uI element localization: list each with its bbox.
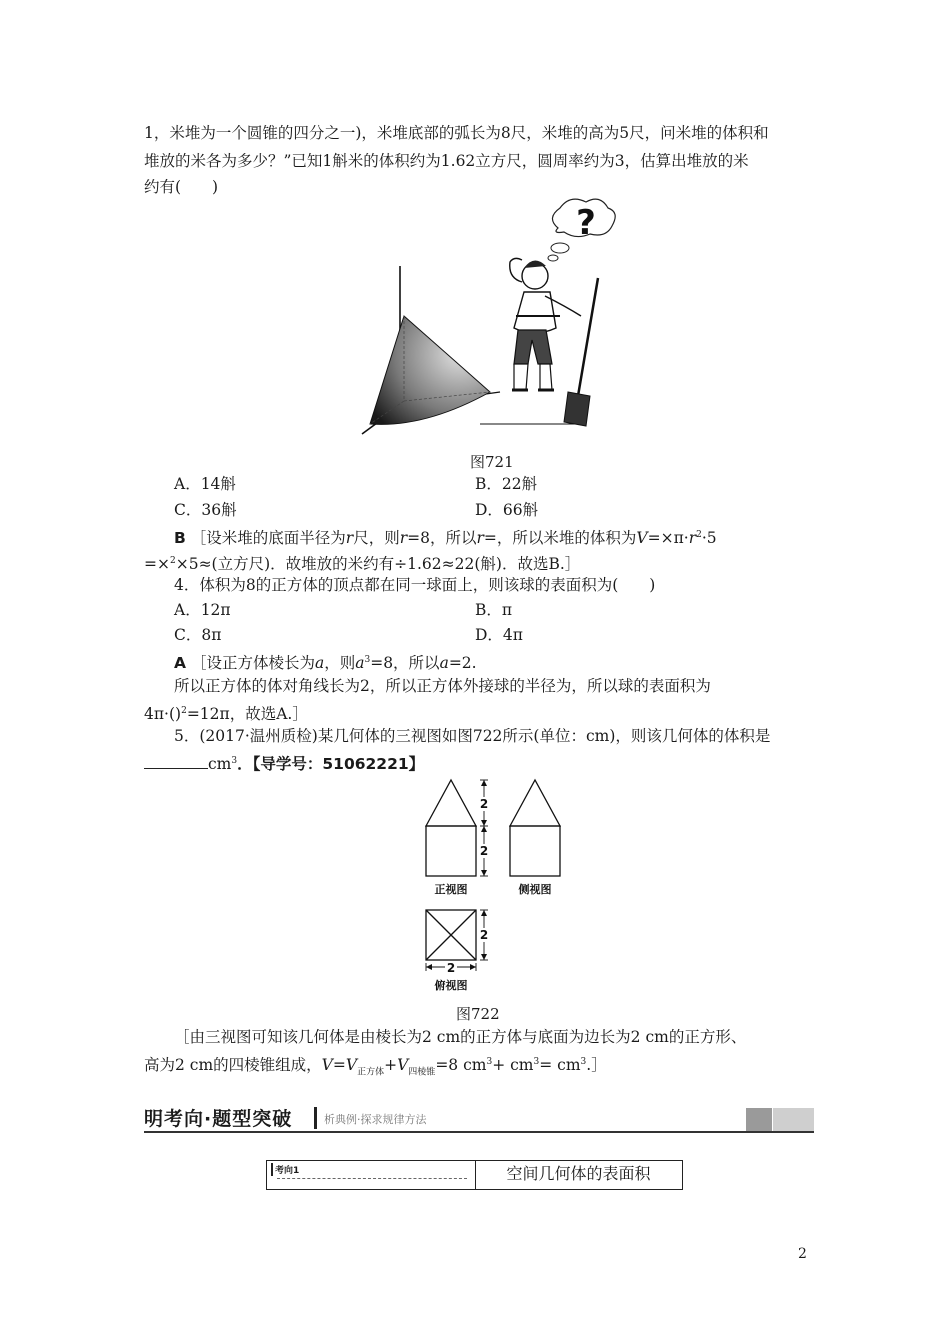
q4-answer-line-3 (144, 700, 308, 725)
q5-answer-text: = cm (539, 1056, 581, 1075)
q4-stem: 4．体积为8的正方体的顶点都在同一球面上，则该球的表面积为( ) (174, 576, 656, 594)
q5-answer-text: = (332, 1056, 346, 1075)
q4-option-d: D．4π (475, 626, 523, 644)
superscript: 3 (533, 1057, 540, 1067)
q4-answer-letter: A (174, 654, 186, 673)
q3-answer-letter: B (174, 529, 186, 548)
q3-answer-text: 尺，则 (353, 529, 400, 548)
three-views-figure (410, 776, 570, 1000)
top-view-label: 俯视图 (434, 979, 468, 992)
var-v: V (345, 1056, 358, 1075)
page-number: 2 (798, 1246, 807, 1262)
subscript: 四棱锥 (408, 1067, 436, 1078)
study-number: ．【导学号：51062221】 (237, 755, 425, 774)
q3-option-a: A．14斛 (174, 475, 236, 493)
superscript: 2 (181, 706, 187, 716)
subscript: 正方体 (357, 1067, 385, 1078)
q4-answer-line-2: 所以正方体的体对角线长为2，所以正方体外接球的半径为，所以球的表面积为 (174, 677, 711, 695)
q4-answer-text: =12π，故选A.］ (186, 705, 308, 724)
superscript: 2 (696, 530, 702, 540)
q3-answer-text: ×5≈(立方尺)．故堆放的米约有÷1.62≈22(斛)．故选B.］ (175, 555, 581, 574)
header-decoration-dark (746, 1108, 772, 1131)
dim-label: 2 (479, 844, 489, 858)
q5-stem-line-2 (144, 750, 424, 775)
superscript: 2 (169, 556, 176, 566)
q5-answer-text: + (384, 1056, 398, 1075)
q3-option-b: B．22斛 (475, 475, 538, 493)
section-divider (314, 1107, 317, 1129)
direction-title: 空间几何体的表面积 (506, 1164, 651, 1183)
text-line-1: 1，米堆为一个圆锥的四分之一)，米堆底部的弧长为8尺，米堆的高为5尺，问米堆的体积和 (144, 124, 769, 142)
q4-answer-text: ［设正方体棱长为 (190, 654, 315, 673)
var-v: V (636, 529, 648, 548)
q3-answer-line-2 (144, 550, 580, 575)
q5-stem: 5．(2017·温州质检)某几何体的三视图如图722所示(单位：cm)，则该几何体的体积是 (174, 727, 771, 745)
direction-table (266, 1160, 683, 1190)
dashed-line (277, 1178, 467, 1179)
side-view-label: 侧视图 (518, 883, 552, 896)
q3-answer-line-1 (174, 524, 717, 549)
section-header (144, 1104, 814, 1134)
q5-answer-line-2 (144, 1051, 607, 1083)
q4-answer-text: =8，所以 (370, 654, 440, 673)
q4-option-c: C．8π (174, 626, 222, 644)
q4-option-b: B．π (475, 601, 513, 619)
direction-tag-cell (267, 1161, 476, 1189)
q3-answer-text: =，所以米堆的体积为 (483, 529, 637, 548)
q5-answer-text: 高为2 cm的四棱锥组成， (144, 1056, 322, 1075)
dim-label: 2 (479, 797, 489, 811)
q4-answer-text: =2. (448, 654, 477, 673)
q3-answer-text: ［设米堆的底面半径为 (190, 529, 346, 548)
q5-answer-text: =8 cm (435, 1056, 487, 1075)
superscript: 3 (364, 655, 371, 665)
dim-label: 2 (446, 961, 456, 975)
superscript: 3 (580, 1057, 587, 1067)
var-r: r (476, 529, 484, 548)
q4-answer-text: ，则 (324, 654, 356, 673)
q3-option-d: D．66斛 (475, 501, 539, 519)
q3-answer-text: ·5 (701, 529, 717, 548)
var-r: r (399, 529, 408, 548)
direction-tag: 考向1 (271, 1163, 299, 1176)
q4-option-a: A．12π (174, 601, 231, 619)
q4-answer-line-1 (174, 649, 477, 674)
superscript: 3 (231, 756, 238, 766)
figure-721-caption: 图721 (470, 453, 514, 471)
superscript: 3 (486, 1057, 493, 1067)
question-mark: ? (576, 203, 596, 243)
q5-answer-line-1: ［由三视图可知该几何体是由棱长为2 cm的正方体与底面为边长为2 cm的正方形、 (174, 1028, 747, 1046)
q5-answer-text: + cm (492, 1056, 534, 1075)
section-underline (144, 1131, 814, 1133)
q3-answer-text: =×π· (647, 529, 689, 548)
var-v: V (321, 1056, 333, 1075)
dim-label: 2 (479, 928, 489, 942)
var-r: r (345, 529, 354, 548)
text-line-2: 堆放的米各为多少？”已知1斛米的体积约为1.62立方尺，圆周率约为3，估算出堆放的米 (144, 152, 749, 170)
var-a: a (314, 654, 325, 673)
header-decoration-light (773, 1108, 814, 1131)
q5-answer-text: .］ (586, 1056, 607, 1075)
figure-722-caption: 图722 (456, 1005, 500, 1023)
front-view-label: 正视图 (434, 883, 468, 896)
var-r: r (688, 529, 697, 548)
var-v: V (397, 1056, 409, 1075)
q4-answer-text: 4π·() (144, 705, 182, 724)
var-a: a (355, 654, 365, 673)
rice-pile-illustration (340, 196, 620, 441)
q3-answer-text: =8，所以 (407, 529, 477, 548)
q3-answer-text: =× (144, 555, 170, 574)
section-subtitle: 析典例·探求规律方法 (324, 1113, 427, 1126)
var-a: a (439, 654, 449, 673)
unit-cm: cm (208, 755, 232, 774)
text-line-3: 约有( ) (144, 178, 219, 196)
section-title: 明考向·题型突破 (144, 1108, 293, 1130)
q3-option-c: C．36斛 (174, 501, 237, 519)
answer-blank (144, 754, 208, 769)
